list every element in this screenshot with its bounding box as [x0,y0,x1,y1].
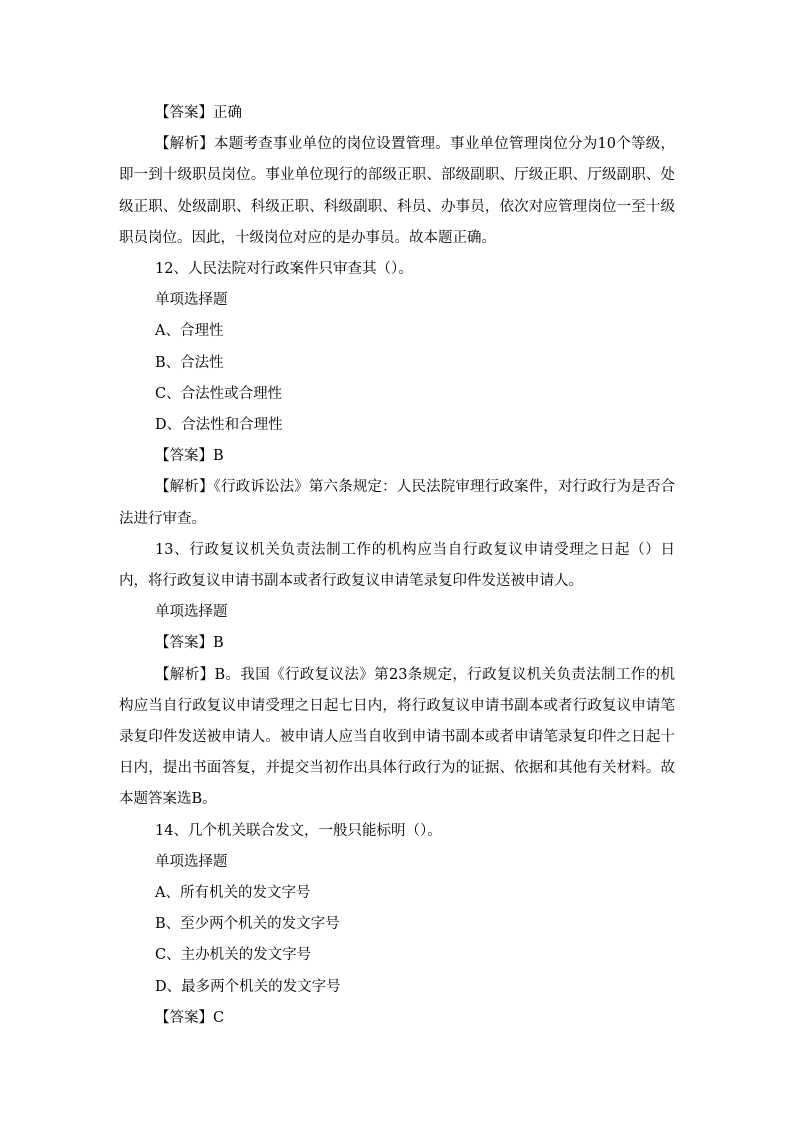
question-14: 14、几个机关联合发文，一般只能标明（）。 [155,822,442,839]
question-type-12: 单项选择题 [155,292,228,309]
answer-12: 【答案】B [155,448,224,465]
option-14-b: B、至少两个机关的发文字号 [155,916,340,933]
option-14-a: A、所有机关的发文字号 [155,885,311,902]
document-body [119,98,675,1034]
analysis-11: 【解析】本题考查事业单位的岗位设置管理。事业单位管理岗位分为10个等级，即一到十级职员岗位。事业单位现行的部级正职、部级副职、厅级正职、厅级副职、处级正职、处级副职、科级正职、科级副职、科员、办事员，依次对应管理岗位一至十级职员岗位。因此，十级岗位对应的是办事员。故本题正确。 [119,136,675,246]
option-14-c: C、主办机关的发文字号 [155,947,312,964]
option-12-a: A、合理性 [155,323,224,340]
question-type-13: 单项选择题 [155,604,228,621]
question-12: 12、人民法院对行政案件只审查其（）。 [155,261,413,278]
option-12-d: D、合法性和合理性 [155,417,283,434]
question-type-14: 单项选择题 [155,853,228,870]
question-13: 13、行政复议机关负责法制工作的机构应当自行政复议申请受理之日起（）日内，将行政复议申请书副本或者行政复议申请笔录复印件发送被申请人。 [119,541,675,590]
option-12-b: B、合法性 [155,354,224,371]
option-14-d: D、最多两个机关的发文字号 [155,978,341,995]
analysis-13: 【解析】B。我国《行政复议法》第23条规定，行政复议机关负责法制工作的机构应当自行政复议申请受理之日起七日内，将行政复议申请书副本或者行政复议申请笔录复印件发送被申请人。被申请人应当自收到申请书副本或者申请笔录复印件之日起十日内，提出书面答复，并提交当初作出具体行政行为的证据、依据和其他有关材料。故本题答案选B。 [119,666,675,808]
option-12-c: C、合法性或合理性 [155,385,283,402]
answer-13: 【答案】B [155,635,224,652]
answer-11: 【答案】正确 [155,105,242,121]
answer-14: 【答案】C [155,1009,225,1026]
analysis-12: 【解析】《行政诉讼法》第六条规定：人民法院审理行政案件，对行政行为是否合法进行审查。 [119,479,675,527]
